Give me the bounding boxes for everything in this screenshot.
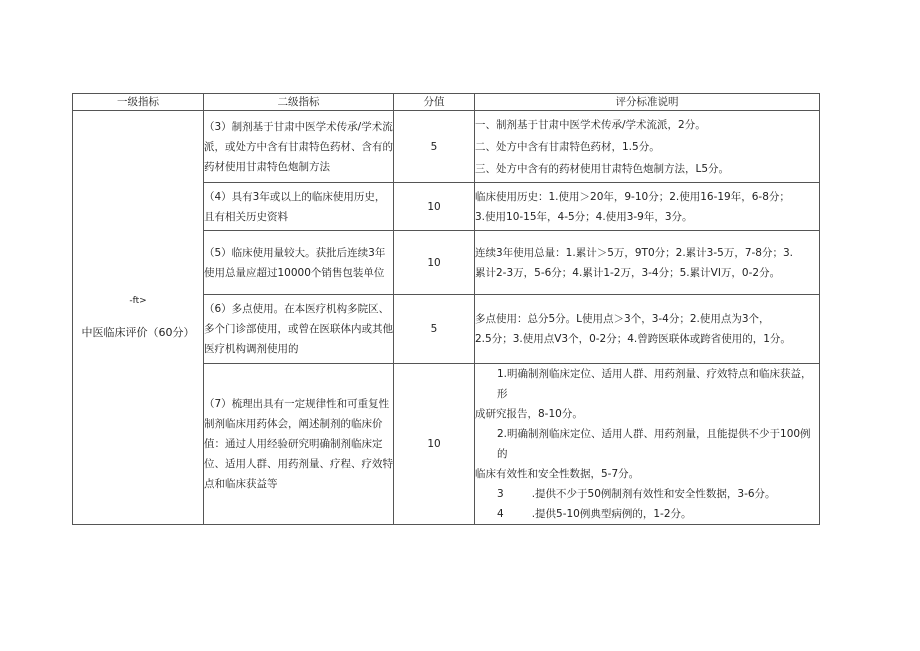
score-cell: 10 <box>394 183 475 231</box>
criterion-cell: （3）制剂基于甘肃中医学术传承/学术流派，或处方中含有甘肃特色药材、含有的药材使用甘肃特色炮制方法 <box>204 111 394 183</box>
criterion-cell: （5）临床使用量较大。获批后连续3年使用总量应超过10000个销售包装单位 <box>204 231 394 295</box>
criteria-desc-cell <box>475 111 820 183</box>
criteria-desc-cell <box>475 231 820 295</box>
desc-line: 多点使用：总分5分。L使用点＞3个，3-4分；2.使用点为3个， <box>475 313 770 325</box>
desc-line: 临床有效性和安全性数据，5-7分。 <box>475 468 640 480</box>
level1-label: 中医临床评价（60分） <box>81 326 195 339</box>
level1-cell <box>73 111 204 525</box>
criteria-desc-cell <box>475 364 820 525</box>
criterion-cell: （4）具有3年或以上的临床使用历史，且有相关历史资料 <box>204 183 394 231</box>
desc-line: 3.使用10-15年，4-5分；4.使用3-9年，3分。 <box>475 210 693 223</box>
desc-line: 2.5分；3.使用点V3个，0-2分；4.曾跨医联体或跨省使用的，1分。 <box>475 333 791 345</box>
desc-line: 二、处方中含有甘肃特色药材，1.5分。 <box>475 140 660 153</box>
score-cell: 5 <box>394 295 475 364</box>
desc-line: 成研究报告，8-10分。 <box>475 408 583 420</box>
table-header-row <box>73 94 820 111</box>
criteria-desc-cell <box>475 295 820 364</box>
desc-item <box>475 484 819 504</box>
criteria-desc-cell <box>475 183 820 231</box>
level1-mark: -ft> <box>129 296 147 306</box>
desc-item-number: 3 <box>497 488 504 500</box>
desc-line: 1.明确制剂临床定位、适用人群、用药剂量、疗效特点和临床获益，形 <box>497 368 812 400</box>
desc-item-number: 4 <box>497 508 504 520</box>
score-cell: 5 <box>394 111 475 183</box>
score-cell: 10 <box>394 364 475 525</box>
desc-line: 一、制剂基于甘肃中医学术传承/学术流派，2分。 <box>475 118 706 131</box>
header-level1: 一级指标 <box>73 94 204 111</box>
desc-line: 累计2-3万，5-6分；4.累计1-2万，3-4分；5.累计VI万，0-2分。 <box>475 266 781 279</box>
header-criteria: 评分标准说明 <box>475 94 820 111</box>
criterion-cell: （7）梳理出具有一定规律性和可重复性制剂临床用药体会，阐述制剂的临床价值：通过人用经验研究明确制剂临床定位、适用人群、用药剂量、疗程、疗效特点和临床获益等 <box>204 364 394 525</box>
desc-line: 临床使用历史：1.使用＞20年，9-10分；2.使用16-19年，6-8分； <box>475 190 790 203</box>
desc-line: 2.明确制剂临床定位、适用人群、用药剂量，且能提供不少于100例的 <box>497 428 811 460</box>
desc-item-text: .提供不少于50例制剂有效性和安全性数据，3-6分。 <box>531 488 776 500</box>
score-cell: 10 <box>394 231 475 295</box>
desc-line: 三、处方中含有的药材使用甘肃特色炮制方法，L5分。 <box>475 162 730 175</box>
desc-item <box>475 504 819 524</box>
desc-line: 连续3年使用总量：1.累计＞5万，9T0分；2.累计3-5万，7-8分；3. <box>475 246 793 259</box>
desc-item-text: .提供5-10例典型病例的，1-2分。 <box>531 508 692 520</box>
table-row <box>73 111 820 183</box>
header-score: 分值 <box>394 94 475 111</box>
scoring-table <box>72 93 820 525</box>
criterion-cell: （6）多点使用。在本医疗机构多院区、多个门诊部使用，或曾在医联体内或其他医疗机构调剂使用的 <box>204 295 394 364</box>
header-level2: 二级指标 <box>204 94 394 111</box>
